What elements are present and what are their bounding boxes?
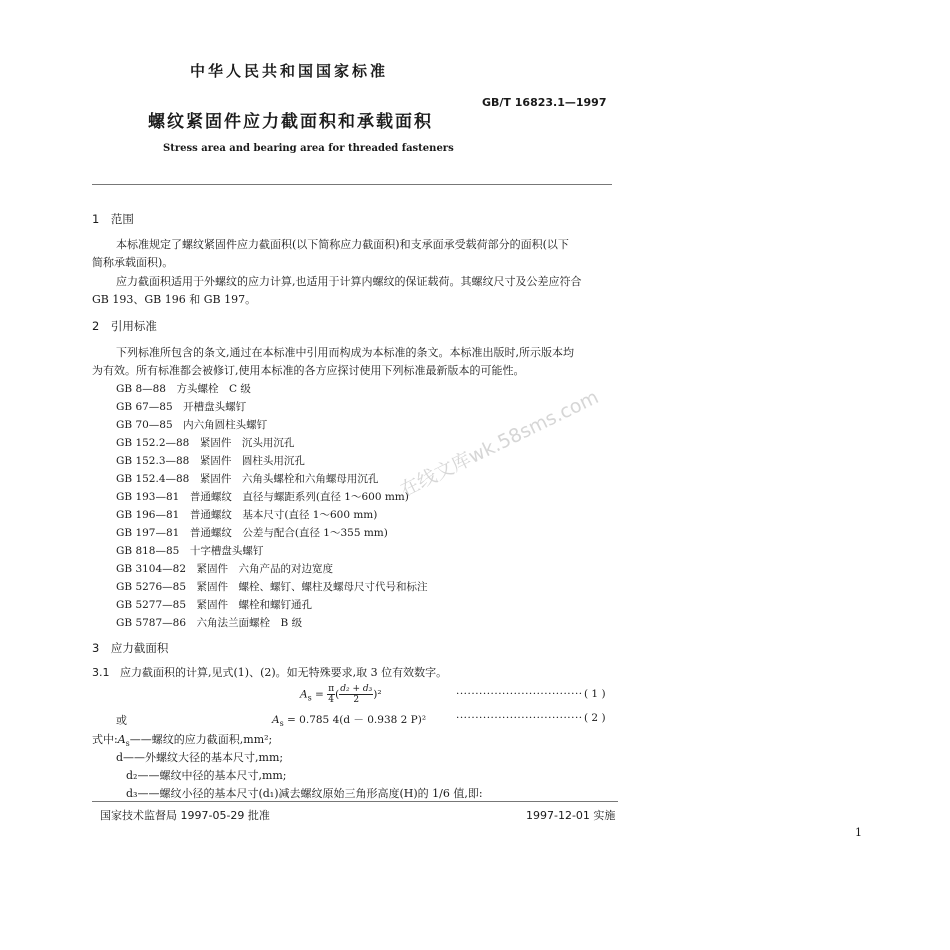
header-divider [92, 184, 612, 185]
section-2-intro-line-2: 为有效。所有标准都会被修订,使用本标准的各方应探讨使用下列标准最新版本的可能性。 [92, 364, 525, 377]
variable-definition-d3: d₃——螺纹小径的基本尺寸(d₁)减去螺纹原始三角形高度(H)的 1/6 值,即: [126, 787, 483, 800]
variable-As-symbol: A [117, 733, 126, 746]
section-1-paragraph-2-line-1: 应力截面积适用于外螺纹的应力计算,也适用于计算内螺纹的保证载荷。其螺纹尺寸及公差应符合 [116, 275, 582, 288]
equation-2-number: ( 2 ) [584, 712, 606, 724]
pi-symbol: π [328, 684, 335, 694]
reference-item: GB 3104—82 紧固件 六角产品的对边宽度 [116, 563, 334, 575]
page-title: 螺纹紧固件应力截面积和承载面积 [148, 112, 433, 132]
equation-1 [300, 684, 382, 705]
reference-item: GB 152.2—88 紧固件 沉头用沉孔 [116, 437, 295, 449]
equation-1-lhs-subscript: s [307, 693, 312, 703]
page-subtitle-en: Stress area and bearing area for threaded fasteners [163, 143, 454, 154]
section-2-heading: 2 引用标准 [92, 319, 157, 333]
equation-2 [272, 712, 426, 728]
mean-diameter-fraction [339, 684, 373, 705]
fraction-denominator-two: 2 [353, 695, 360, 705]
reference-item: GB 8—88 方头螺栓 C 级 [116, 383, 251, 395]
equation-2-leader-dots: ································· [456, 712, 583, 724]
pi-over-four [327, 684, 335, 705]
equation-2-lhs: A [272, 714, 280, 726]
reference-item: GB 193—81 普通螺纹 直径与螺距系列(直径 1～600 mm) [116, 491, 409, 503]
reference-item: GB 196—81 普通螺纹 基本尺寸(直径 1～600 mm) [116, 509, 378, 521]
equation-1-number: ( 1 ) [584, 688, 606, 700]
equation-2-rhs: = 0.785 4(d － 0.938 2 P)² [287, 714, 427, 726]
variable-As-subscript: s [125, 739, 130, 749]
footer-divider [92, 801, 618, 802]
subsection-number: 3.1 [92, 666, 110, 679]
reference-item: GB 152.4—88 紧固件 六角头螺栓和六角螺母用沉孔 [116, 473, 379, 485]
fraction-denominator-four: 4 [328, 695, 335, 705]
equation-1-left-paren: ( [335, 688, 340, 701]
reference-item: GB 5276—85 紧固件 螺栓、螺钉、螺柱及螺母尺寸代号和标注 [116, 581, 428, 593]
section-1-heading: 1 范围 [92, 212, 134, 226]
watermark: 在线文库wk.58sms.com [396, 386, 603, 502]
fraction-numerator: d₂ + d₃ [340, 684, 373, 694]
section-1-paragraph-1-line-2: 简称承载面积)。 [92, 256, 174, 269]
variable-As-text: ——螺纹的应力截面积,mm²; [129, 733, 273, 746]
reference-item: GB 818—85 十字槽盘头螺钉 [116, 545, 264, 557]
equation-2-lhs-subscript: s [279, 719, 284, 729]
equation-1-right-paren-squared: )² [373, 688, 382, 701]
section-1-paragraph-1-line-1: 本标准规定了螺纹紧固件应力截面积(以下简称应力截面积)和支承面承受载荷部分的面积(以下 [116, 238, 569, 251]
reference-item: GB 5787—86 六角法兰面螺栓 B 级 [116, 617, 303, 629]
variable-definition-d: d——外螺纹大径的基本尺寸,mm; [116, 751, 284, 764]
reference-item: GB 152.3—88 紧固件 圆柱头用沉孔 [116, 455, 305, 467]
section-2-intro-line-1: 下列标准所包含的条文,通过在本标准中引用而构成为本标准的条文。本标准出版时,所示版本均 [116, 346, 574, 359]
reference-item: GB 5277—85 紧固件 螺栓和螺钉通孔 [116, 599, 313, 611]
implementation-date: 1997-12-01 实施 [526, 809, 616, 822]
approval-date: 国家技术监督局 1997-05-29 批准 [100, 809, 270, 822]
national-standard-heading: 中华人民共和国国家标准 [190, 62, 389, 80]
section-1-paragraph-2-line-2: GB 193、GB 196 和 GB 197。 [92, 293, 257, 306]
reference-item: GB 67—85 开槽盘头螺钉 [116, 401, 247, 413]
reference-item: GB 70—85 内六角圆柱头螺钉 [116, 419, 268, 431]
variable-definition-d2: d₂——螺纹中径的基本尺寸,mm; [126, 769, 287, 782]
reference-item: GB 197—81 普通螺纹 公差与配合(直径 1～355 mm) [116, 527, 388, 539]
equation-1-leader-dots: ································· [456, 688, 583, 700]
section-3-heading: 3 应力截面积 [92, 641, 169, 655]
equation-1-lhs: A [300, 688, 308, 701]
equation-1-equals: = [315, 688, 324, 701]
where-prefix: 式中: [92, 733, 118, 746]
subsection-text: 应力截面积的计算,见式(1)、(2)。如无特殊要求,取 3 位有效数字。 [120, 666, 448, 679]
standard-number: GB/T 16823.1—1997 [482, 96, 607, 109]
or-label: 或 [116, 714, 127, 727]
page-number: 1 [855, 826, 862, 839]
